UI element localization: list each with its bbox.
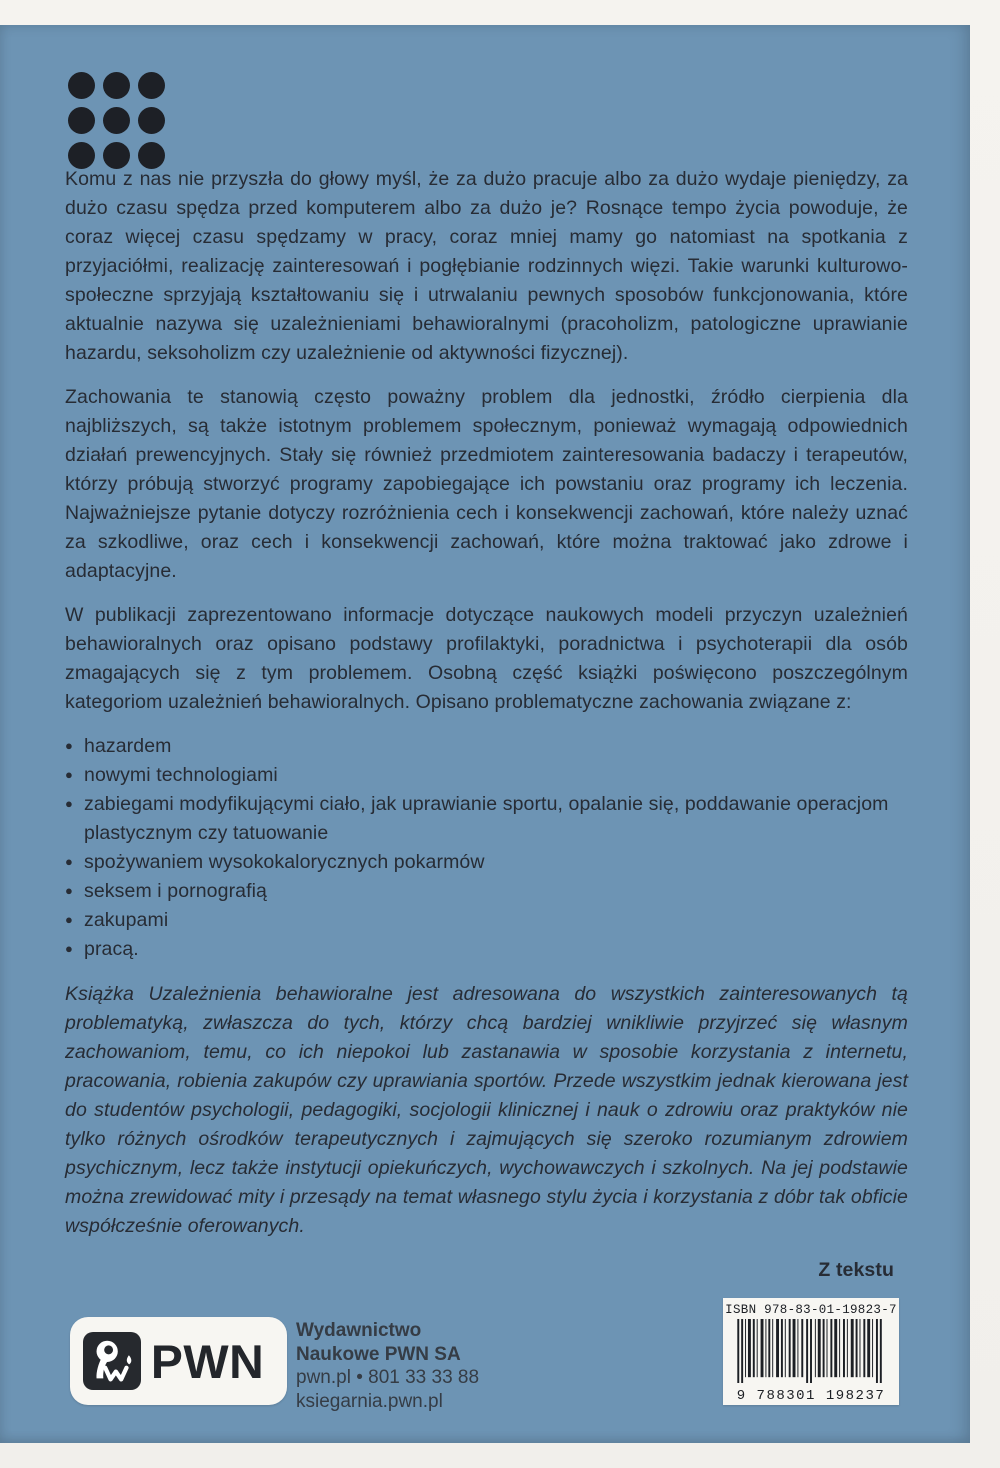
list-item-label: seksem i pornografią	[84, 880, 268, 902]
publisher-name-line2: Naukowe PWN SA	[296, 1343, 461, 1365]
list-item	[65, 906, 908, 935]
bullet-icon: ●	[65, 854, 73, 869]
bullet-icon: ●	[65, 767, 73, 782]
pwn-monogram-glyph	[83, 1332, 141, 1390]
book-back-cover	[0, 25, 970, 1443]
dot-icon	[103, 72, 130, 99]
list-item-label: zabiegami modyfikującymi ciało, jak uprawianie sportu, opalanie się, poddawanie operacjom plastycznym czy tatuowanie	[84, 793, 889, 844]
bullet-icon: ●	[65, 941, 73, 956]
list-item-label: hazardem	[84, 735, 172, 757]
list-item	[65, 761, 908, 790]
quote-paragraph: Książka Uzależnienia behawioralne jest adresowana do wszystkich zainteresowanych tą problematyką, zwłaszcza do tych, którzy chcą bardziej wnikliwie przyjrzeć się własnym zachowaniom, temu, co ich niepokoi lub zastanawia w sposobie korzystania z internetu, pracowania, robienia zakupów czy uprawiania sportów. Przede wszystkim jednak kierowana jest do studentów psychologii, pedagogiki, socjologii klinicznej i nauk o zdrowiu oraz praktyków nie tylko różnych ośrodków terapeutycznych i zajmujących się szeroko rozumianym zdrowiem psychicznym, lecz także instytucji opiekuńczych, wychowawczych i szkolnych. Na jej podstawie można zrewidować mity i przesądy na temat własnego stylu życia i korzystania z dóbr tak obficie współcześnie oferowanych.	[65, 983, 908, 1237]
blurb-paragraph: W publikacji zaprezentowano informacje dotyczące naukowych modeli przyczyn uzależnień behawioralnych oraz opisano podstawy profilaktyki, poradnictwa i psychoterapii dla osób zmagających się z tym problemem. Osobną część książki poświęcono poszczególnym kategoriom uzależnień behawioralnych. Opisano problematyczne zachowania związane z:	[65, 604, 908, 713]
isbn-label: ISBN 978-83-01-19823-7	[725, 1303, 897, 1317]
blurb-paragraph: Komu z nas nie przyszła do głowy myśl, że za dużo pracuje albo za dużo wydaje pieniędzy, za dużo czasu spędza przed komputerem albo za dużo je? Rosnące tempo życia powoduje, że coraz więcej czasu spędzamy w pracy, coraz mniej mamy go natomiast na spotkania z przyjaciółmi, realizację zainteresowań i pogłębianie rodzinnych więzi. Takie warunki kulturowo-społeczne sprzyjają kształtowaniu się i utrwalaniu pewnych sposobów funkcjonowania, które aktualnie nazywa się uzależnieniami behawioralnymi (pracoholizm, patologiczne uprawianie hazardu, seksoholizm czy uzależnienie od aktywności fizycznej).	[65, 168, 908, 364]
bullet-list	[65, 732, 908, 964]
list-item	[65, 848, 908, 877]
isbn-barcode	[723, 1298, 899, 1405]
list-item	[65, 877, 908, 906]
list-item-label: zakupami	[84, 909, 169, 931]
barcode-digits: 9 788301 198237	[736, 1388, 886, 1404]
list-item-label: pracą.	[84, 938, 139, 960]
bullet-icon: ●	[65, 796, 73, 811]
dot-icon	[103, 107, 130, 134]
list-item-label: nowymi technologiami	[84, 764, 278, 786]
dot-icon	[68, 72, 95, 99]
pwn-flame-monogram-icon	[83, 1332, 141, 1390]
blurb-text-column	[65, 165, 908, 1300]
bullet-icon: ●	[65, 738, 73, 753]
dot-icon	[138, 107, 165, 134]
barcode-bars-icon	[735, 1319, 887, 1383]
pwn-wordmark: PWN	[150, 1334, 265, 1388]
publisher-contact: pwn.pl • 801 33 33 88	[296, 1367, 480, 1388]
bullet-icon: ●	[65, 912, 73, 927]
dots-grid-logo-icon	[68, 72, 165, 169]
publisher-website: ksiegarnia.pwn.pl	[296, 1390, 443, 1412]
list-item	[65, 935, 908, 964]
list-item	[65, 790, 908, 848]
blurb-paragraph: Zachowania te stanowią często poważny problem dla jednostki, źródło cierpienia dla najbliższych, są także istotnym problemem społecznym, ponieważ wymagają odpowiednich działań prewencyjnych. Stały się również przedmiotem zainteresowania badaczy i terapeutów, którzy próbują stworzyć programy zapobiegające ich powstaniu oraz programy ich leczenia. Najważniejsze pytanie dotyczy rozróżnienia cech i konsekwencji zachowań, które należy uznać za szkodliwe, oraz cech i konsekwencji zachowań, które można traktować jako zdrowe i adaptacyjne.	[65, 386, 908, 582]
publisher-name-line1: Wydawnictwo	[296, 1320, 422, 1341]
list-item-label: spożywaniem wysokokalorycznych pokarmów	[84, 851, 485, 873]
list-item	[65, 732, 908, 761]
dot-icon	[68, 107, 95, 134]
quote-attribution: Z tekstu	[818, 1259, 894, 1281]
dot-icon	[138, 72, 165, 99]
pwn-logo-plate	[70, 1317, 287, 1405]
bullet-icon: ●	[65, 883, 73, 898]
publisher-info	[296, 1319, 479, 1413]
